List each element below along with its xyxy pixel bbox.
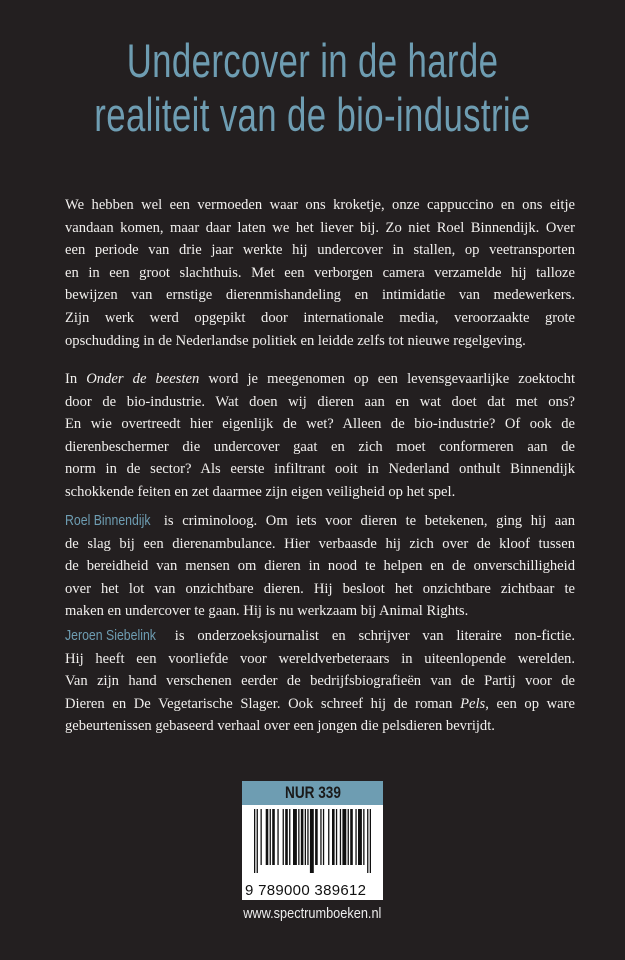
- text-line: Zijn werk werd opgepikt door internationale media, veroorzaakte grote: [65, 309, 575, 326]
- barcode-bar: [320, 809, 321, 865]
- text: In: [65, 371, 87, 387]
- barcode-bar: [305, 809, 306, 865]
- barcode-bar: [355, 809, 356, 865]
- text-line: opschudding in de Nederlandse politiek en leidde zelfs tot nieuwe regelgeving.: [65, 332, 526, 349]
- text-line: vandaan komen, maar daar laten we het liever bij. Zo niet Roel Binnendijk. Over: [65, 219, 575, 236]
- barcode-bar: [363, 809, 364, 865]
- barcode-bar: [310, 809, 314, 873]
- barcode-bar: [283, 809, 284, 865]
- barcode-bar: [293, 809, 297, 865]
- text-line: We hebben wel een vermoeden waar ons kroketje, onze cappuccino en ons eitje: [65, 197, 575, 213]
- text: is onderzoeksjournalist en schrijver van literaire non-fictie.: [161, 628, 575, 644]
- barcode-bar: [270, 809, 271, 865]
- barcode-bar: [348, 809, 349, 865]
- author-name: Jeroen Siebelink: [65, 627, 156, 644]
- text-line: schokkende feiten en zet daarmee zijn eigen veiligheid op het spel.: [65, 483, 456, 500]
- barcode-bar: [289, 809, 290, 865]
- barcode-bar: [272, 809, 275, 865]
- barcode-bar: [323, 809, 324, 865]
- barcode-bar: [358, 809, 362, 865]
- barcode-bar: [350, 809, 353, 865]
- barcode-bar: [336, 809, 337, 865]
- text-line: een periode van drie jaar werkte hij undercover in stallen, op veetransporten: [65, 242, 575, 259]
- book-title: Pels: [460, 695, 486, 712]
- text-line: Hij heeft een voorliefde voor wereldverbeteraars in uiteenlopende werelden.: [65, 650, 575, 667]
- text-line: de slag bij een dierenambulance. Hier verbaasde hij zich over de kloof tussen: [65, 535, 575, 552]
- barcode-bar: [254, 809, 255, 873]
- text: , een op ware: [485, 695, 575, 712]
- text-line: [65, 693, 575, 716]
- back-cover-title: [0, 34, 625, 142]
- website-text: www.spectrumboeken.nl: [243, 905, 382, 922]
- nur-code-band: [242, 781, 383, 805]
- text-line: En wie overtreedt hier eigenlijk de wet? Alleen de bio-industrie? Of ook de: [65, 416, 575, 433]
- barcode-bar: [367, 809, 368, 873]
- text-line: maken en undercover te gaan. Hij is nu werkzaam bij Animal Rights.: [65, 603, 469, 620]
- barcode-bar: [328, 809, 329, 865]
- barcode-bar: [340, 809, 341, 865]
- text-line: Van zijn hand verschenen eerder de bedrijfsbiografieën van de Partij voor de: [65, 673, 575, 690]
- text-line: over het lot van onzichtbare dieren. Hij besloot het onzichtbare zichtbaar te: [65, 580, 575, 597]
- barcode-bar: [285, 809, 288, 865]
- blurb-paragraph-2: [65, 368, 575, 504]
- publisher-website: [0, 905, 625, 922]
- isbn-barcode: [242, 781, 383, 900]
- barcode-bar: [277, 809, 278, 865]
- barcode-bar: [301, 809, 304, 865]
- nur-code: NUR 339: [284, 783, 341, 802]
- barcode-bar: [257, 809, 258, 873]
- barcode-bar: [261, 809, 262, 865]
- barcode-bar: [298, 809, 299, 865]
- text-line: [65, 368, 575, 391]
- barcode-bar: [315, 809, 318, 865]
- text-line: [65, 625, 575, 648]
- text: word je meegenomen op een levensgevaarlijke zoektocht: [199, 371, 576, 387]
- text-line: [65, 510, 575, 533]
- text-line: dierenbeschermer die undercover gaat en zich moet conformeren aan de: [65, 438, 575, 455]
- author-bio-jeroen: [65, 625, 575, 738]
- text-line: en in een groot slachthuis. Met een verborgen camera verzamelde hij talloze: [65, 264, 575, 281]
- text: Dieren en De Vegetarische Slager. Ook schreef hij de roman: [65, 695, 461, 712]
- isbn-number: 9 789000 389612: [245, 882, 367, 899]
- title-line-2: realiteit van de bio-industrie: [94, 88, 531, 141]
- barcode-bar: [342, 809, 346, 865]
- blurb-paragraph-1: [65, 194, 575, 352]
- text-line: gebeurtenissen gebaseerd verhaal over een jongen die pelsdieren bevrijdt.: [65, 718, 495, 735]
- text-line: door de bio-industrie. Wat doen wij dieren aan en wat doet dat met ons?: [65, 393, 575, 410]
- text-line: norm in de sector? Als eerste infiltrant ooit in Nederland onthult Binnendijk: [65, 461, 575, 478]
- book-title: Onder de beesten: [86, 371, 200, 387]
- text-line: de bereidheid van mensen om dieren in nood te helpen en de onverschilligheid: [65, 558, 575, 575]
- barcode-bars: [254, 809, 371, 873]
- author-name: Roel Binnendijk: [65, 512, 151, 529]
- text: is criminoloog. Om iets voor dieren te betekenen, ging hij aan: [155, 513, 575, 529]
- author-bio-roel: [65, 510, 575, 623]
- barcode-bar: [307, 809, 308, 865]
- text-line: bewijzen van ernstige dierenmishandeling en intimidatie van medewerkers.: [65, 287, 575, 304]
- barcode-bar: [332, 809, 335, 865]
- barcode-bar: [266, 809, 269, 865]
- barcode-bar: [370, 809, 371, 873]
- title-line-1: Undercover in de harde: [126, 34, 499, 87]
